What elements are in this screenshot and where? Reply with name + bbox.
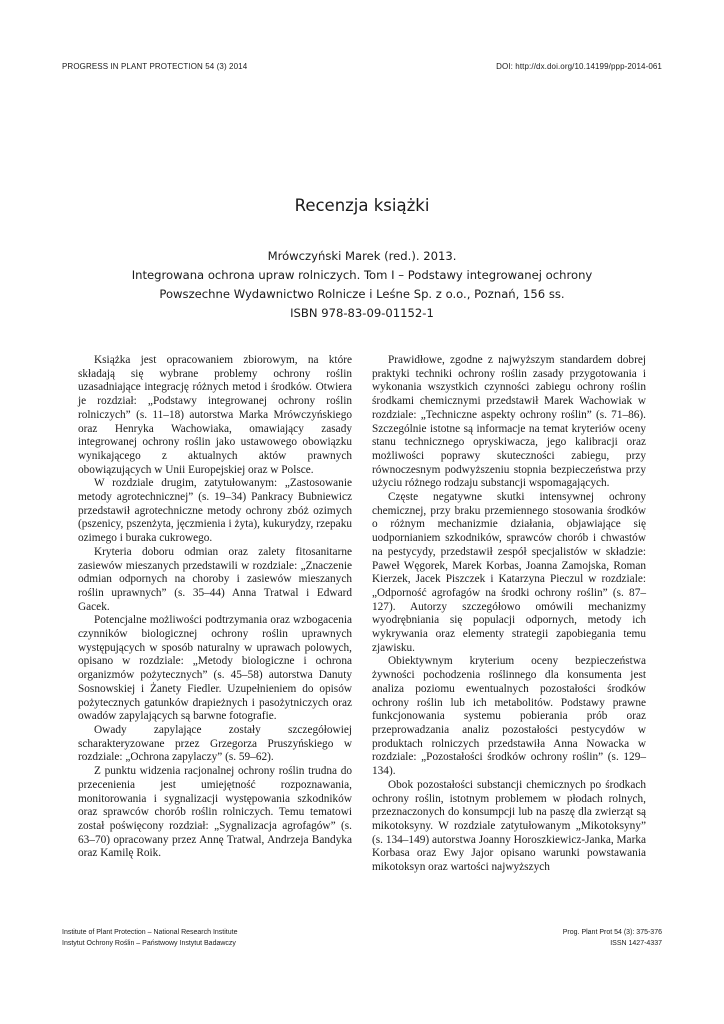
citation-isbn: ISBN 978-83-09-01152-1 bbox=[290, 306, 434, 320]
institute-name-pl: Instytut Ochrony Roślin – Państwowy Instytut Badawczy bbox=[62, 940, 236, 947]
paragraph: Kryteria doboru odmian oraz zalety fitosanitarne zasiewów mieszanych przedstawili w rozdziale: „Znaczenie odmian odpornych na choroby i zasiewów mieszanych roślin uprawnych” (s. 35–44) Anna Tratwal i Edward Gacek. bbox=[78, 545, 352, 613]
issn: ISSN 1427-4337 bbox=[610, 940, 662, 947]
journal-header: PROGRESS IN PLANT PROTECTION 54 (3) 2014 bbox=[62, 62, 248, 71]
footer-institute bbox=[62, 927, 238, 949]
book-citation bbox=[0, 247, 724, 323]
paragraph: Książka jest opracowaniem zbiorowym, na które składają się wybrane problemy ochrony roślin uzasadniające integrację różnych metod i środków. Otwiera je rozdział: „Podstawy integrowanej ochrony roślin rolniczych” (s. 11–18) autorstwa Marka Mrówczyńskiego oraz Henryka Wachowiaka, omawiający zasady integrowanej ochrony roślin jako ustawowego obowiązku wynikającego z aktualnych aktów prawnych obowiązujących w Unii Europejskiej oraz w Polsce. bbox=[78, 354, 352, 476]
paragraph: Owady zapylające zostały szczegółowiej scharakteryzowane przez Grzegorza Pruszyńskiego w rozdziale: „Ochrona zapylaczy” (s. 59–62). bbox=[78, 723, 352, 764]
page-title: Recenzja książki bbox=[294, 196, 430, 215]
citation-publisher: Powszechne Wydawnictwo Rolnicze i Leśne Sp. z o.o., Poznań, 156 ss. bbox=[159, 287, 565, 301]
left-column bbox=[78, 354, 352, 861]
paragraph: Obok pozostałości substancji chemicznych po środkach ochrony roślin, istotnym problemem w płodach rolnych, przeznaczonych do konsumpcji lub na paszę dla zwierząt są mikotoksyny. W rozdziale zatytułowanym „Mikotoksyny” (s. 134–149) autorstwa Joanny Horoszkiewicz-Janka, Marka Korbasa oraz Ewy Jajor opisano warunki powstawania mikotoksyn oraz wartości najwyższych bbox=[372, 778, 646, 874]
paragraph: Obiektywnym kryterium oceny bezpieczeństwa żywności pochodzenia roślinnego dla konsumenta jest analiza poziomu ewentualnych pozostałości środków ochrony roślin lub ich metabolitów. Podstawy prawne funkcjonowania systemu pobierania prób oraz przeprowadzania analiz pozostałości pestycydów w produktach rolniczych przedstawiła Anna Nowacka w rozdziale: „Pozostałości środków ochrony roślin” (s. 129–134). bbox=[372, 655, 646, 778]
citation-editor: Mrówczyński Marek (red.). 2013. bbox=[267, 249, 457, 263]
paragraph: Częste negatywne skutki intensywnej ochrony chemicznej, przy braku przemiennego stosowania środków o różnym mechanizmie działania, objawiające się uodpornianiem szkodników, sprawców chorób i chwastów na pestycydy, przedstawił zespół specjalistów w składzie: Paweł Węgorek, Marek Korbas, Joanna Zamojska, Roman Kierzek, Jacek Piszczek i Katarzyna Pieczul w rozdziale: „Odporność agrofagów na środki ochrony roślin” (s. 87–127). Autorzy szczegółowo omówili mechanizmy wyodrębniania się populacji odpornych, metody ich wykrywania oraz elementy strategii zapobiegania temu zjawisku. bbox=[372, 491, 646, 654]
right-column bbox=[372, 354, 646, 875]
doi-link[interactable]: DOI: http://dx.doi.org/10.14199/ppp-2014-061 bbox=[496, 62, 662, 71]
page-range: Prog. Plant Prot 54 (3): 375-376 bbox=[562, 929, 662, 936]
paragraph: Prawidłowe, zgodne z najwyższym standardem dobrej praktyki techniki ochrony roślin zasady przygotowania i wykonania wszystkich czynności zabiegu ochrony roślin środkami chemicznymi przedstawił Marek Wachowiak w rozdziale: „Techniczne aspekty ochrony roślin” (s. 71–86). Szczególnie istotne są informacje na temat kryteriów oceny stanu technicznego opryskiwacza, jego kalibracji oraz możliwości poprawy skuteczności zabiegu, przy równoczesnym podwyższeniu stopnia bezpieczeństwa przy użyciu różnego rodzaju substancji wspomagających. bbox=[372, 354, 646, 490]
institute-name-en: Institute of Plant Protection – National Research Institute bbox=[62, 929, 238, 936]
citation-book-title: Integrowana ochrona upraw rolniczych. Tom I – Podstawy integrowanej ochrony bbox=[131, 268, 593, 282]
paragraph: Potencjalne możliwości podtrzymania oraz wzbogacenia czynników biologicznej ochrony roślin uprawnych występujących w sposób naturalny w uprawach polowych, opisano w rozdziale: „Metody biologiczne i ochrona organizmów pożytecznych” (s. 45–58) autorstwa Danuty Sosnowskiej i Żanety Fiedler. Uzupełnieniem do opisów pożytecznych gatunków drapieżnych i pasożytniczych oraz owadów zapylających są barwne fotografie. bbox=[78, 614, 352, 723]
paragraph: W rozdziale drugim, zatytułowanym: „Zastosowanie metody agrotechnicznej” (s. 19–34) Pankracy Bubniewicz przedstawił agrotechniczne metody ochrony zbóż ozimych (pszenicy, pszenżyta, jęczmienia i żyta), kukurydzy, rzepaku ozimego i buraka cukrowego. bbox=[78, 477, 352, 545]
footer-publication-info bbox=[563, 927, 662, 949]
paragraph: Z punktu widzenia racjonalnej ochrony roślin trudna do przecenienia jest umiejętność rozpoznawania, monitorowania i sygnalizacji występowania szkodników oraz sprawców chorób roślin rolniczych. Temu tematowi został poświęcony rozdział: „Sygnalizacja agrofagów” (s. 63–70) opracowany przez Annę Tratwal, Andrzeja Bandyka oraz Kamilę Roik. bbox=[78, 765, 352, 860]
